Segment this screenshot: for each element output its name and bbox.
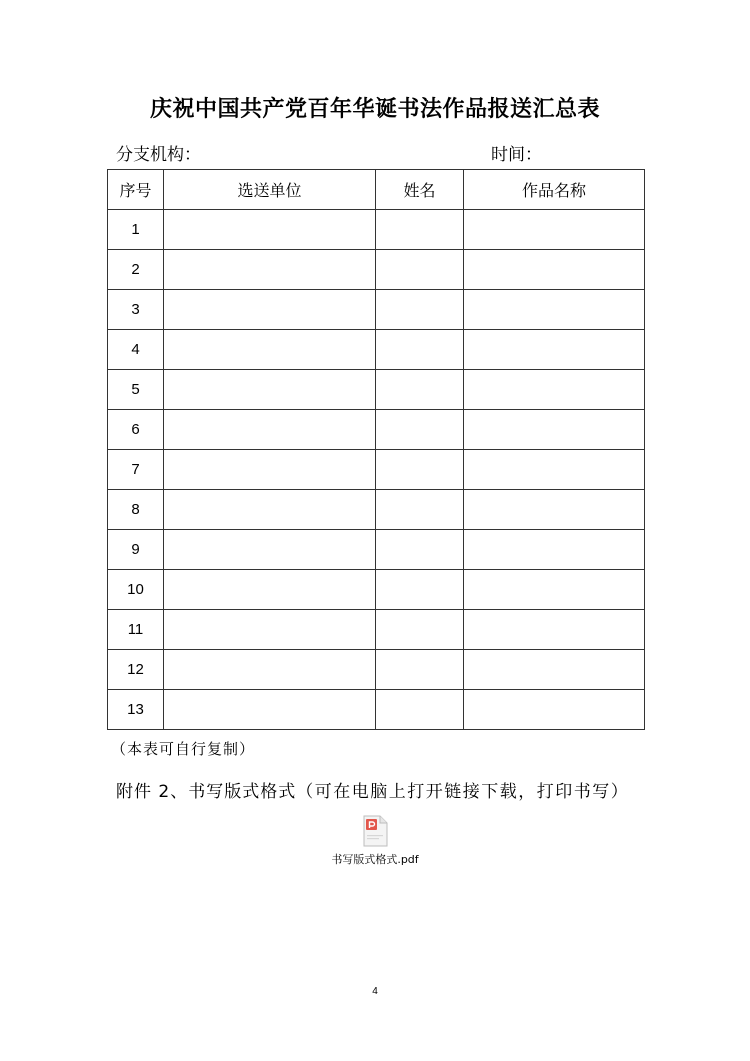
name-cell [376, 410, 464, 450]
document-title: 庆祝中国共产党百年华诞书法作品报送汇总表 [149, 97, 600, 122]
attachment-label: 附件 2、书写版式格式 [116, 782, 297, 802]
page-number: 4 [372, 986, 378, 997]
work-cell [464, 530, 645, 570]
table-body [108, 210, 645, 730]
table-header-row [108, 170, 645, 210]
copy-note: （本表可自行复制） [111, 740, 256, 758]
header-seq: 序号 [108, 170, 164, 210]
row-number-cell: 5 [108, 370, 164, 410]
unit-cell [164, 290, 376, 330]
unit-cell [164, 650, 376, 690]
table-row [108, 450, 645, 490]
table-row [108, 610, 645, 650]
name-cell [376, 690, 464, 730]
name-cell [376, 290, 464, 330]
name-cell [376, 570, 464, 610]
unit-cell [164, 530, 376, 570]
row-number-cell: 1 [108, 210, 164, 250]
row-number-cell: 11 [108, 610, 164, 650]
work-cell [464, 570, 645, 610]
name-cell [376, 490, 464, 530]
header-unit: 选送单位 [164, 170, 376, 210]
work-cell [464, 330, 645, 370]
work-cell [464, 610, 645, 650]
work-cell [464, 290, 645, 330]
meta-row [116, 140, 636, 164]
attachment-line [116, 777, 629, 802]
pdf-file-icon[interactable] [362, 815, 388, 847]
name-cell [376, 610, 464, 650]
pdf-file-name[interactable]: 书写版式格式.pdf [331, 853, 419, 866]
name-cell [376, 210, 464, 250]
work-cell [464, 450, 645, 490]
pdf-attachment[interactable] [325, 815, 425, 867]
row-number-cell: 13 [108, 690, 164, 730]
row-number-cell: 3 [108, 290, 164, 330]
row-number-cell: 4 [108, 330, 164, 370]
name-cell [376, 530, 464, 570]
attachment-hint: （可在电脑上打开链接下载，打印书写） [296, 782, 630, 802]
table-row [108, 210, 645, 250]
table-row [108, 410, 645, 450]
row-number-cell: 7 [108, 450, 164, 490]
unit-cell [164, 690, 376, 730]
unit-cell [164, 370, 376, 410]
table-row [108, 250, 645, 290]
submission-summary-table [107, 169, 645, 730]
row-number-cell: 8 [108, 490, 164, 530]
unit-cell [164, 210, 376, 250]
name-cell [376, 250, 464, 290]
unit-cell [164, 250, 376, 290]
work-cell [464, 690, 645, 730]
work-cell [464, 370, 645, 410]
work-cell [464, 210, 645, 250]
unit-cell [164, 410, 376, 450]
work-cell [464, 250, 645, 290]
table-row [108, 370, 645, 410]
time-label: 时间： [491, 145, 542, 165]
table-row [108, 530, 645, 570]
unit-cell [164, 490, 376, 530]
table-row [108, 290, 645, 330]
work-cell [464, 490, 645, 530]
unit-cell [164, 570, 376, 610]
work-cell [464, 650, 645, 690]
row-number-cell: 2 [108, 250, 164, 290]
work-cell [464, 410, 645, 450]
name-cell [376, 450, 464, 490]
name-cell [376, 330, 464, 370]
header-name: 姓名 [376, 170, 464, 210]
table-row [108, 570, 645, 610]
table-row [108, 330, 645, 370]
name-cell [376, 370, 464, 410]
row-number-cell: 12 [108, 650, 164, 690]
table-row [108, 650, 645, 690]
branch-label: 分支机构： [116, 145, 201, 165]
header-work: 作品名称 [464, 170, 645, 210]
name-cell [376, 650, 464, 690]
row-number-cell: 10 [108, 570, 164, 610]
unit-cell [164, 330, 376, 370]
row-number-cell: 6 [108, 410, 164, 450]
unit-cell [164, 610, 376, 650]
table-row [108, 490, 645, 530]
unit-cell [164, 450, 376, 490]
row-number-cell: 9 [108, 530, 164, 570]
table-row [108, 690, 645, 730]
